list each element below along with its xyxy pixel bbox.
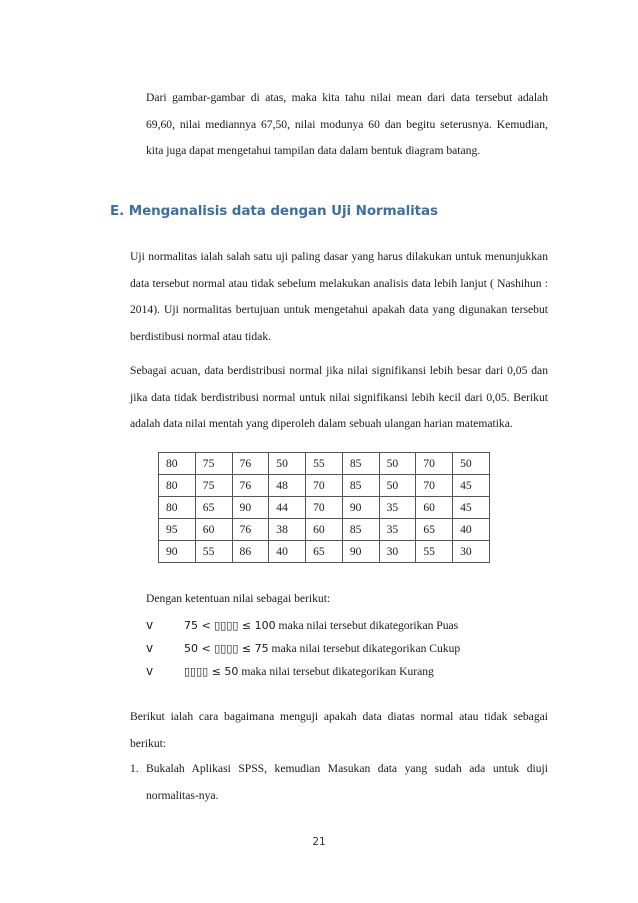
table-row: [159, 497, 490, 519]
table-cell: 30: [453, 541, 490, 563]
table-cell: 90: [159, 541, 196, 563]
table-cell: 80: [159, 475, 196, 497]
table-cell: 60: [306, 519, 343, 541]
bullet-marker: v: [146, 664, 154, 678]
table-cell: 40: [269, 541, 306, 563]
table-cell: 70: [306, 475, 343, 497]
table-cell: 65: [195, 497, 232, 519]
table-cell: 86: [232, 541, 269, 563]
table-cell: 75: [195, 475, 232, 497]
table-cell: 50: [269, 453, 306, 475]
step-item-1: [130, 756, 548, 809]
criteria-formula: ▯▯▯▯ ≤ 50: [184, 665, 239, 678]
criteria-item-puas: [146, 615, 458, 635]
table-cell: 50: [453, 453, 490, 475]
table-cell: 38: [269, 519, 306, 541]
criteria-text: maka nilai tersebut dikategorikan Kurang: [241, 665, 434, 678]
table-cell: 65: [306, 541, 343, 563]
paragraph-steps-intro: Berikut ialah cara bagaimana menguji apakah data diatas normal atau tidak sebagai berikut:: [130, 710, 548, 750]
table-cell: 80: [159, 453, 196, 475]
criteria-item-cukup: [146, 638, 460, 658]
table-row: [159, 453, 490, 475]
criteria-formula: 75 < ▯▯▯▯ ≤ 100: [184, 619, 276, 632]
page-number: 21: [312, 836, 326, 848]
raw-score-table: [158, 452, 490, 563]
table-cell: 60: [195, 519, 232, 541]
criteria-formula: 50 < ▯▯▯▯ ≤ 75: [184, 642, 269, 655]
table-row: [159, 541, 490, 563]
table-cell: 70: [416, 475, 453, 497]
table-cell: 55: [306, 453, 343, 475]
table-cell: 76: [232, 453, 269, 475]
table-cell: 55: [195, 541, 232, 563]
bullet-marker: v: [146, 618, 154, 632]
paragraph-criteria-reference: Sebagai acuan, data berdistribusi normal jika nilai signifikansi lebih besar dari 0,05 dan jika data tidak berdistribusi normal untuk nilai signifikansi lebih kecil dari 0,05. Berikut adalah data nilai mentah yang diperoleh dalam sebuah ulangan harian matematika.: [130, 364, 548, 431]
table-cell: 95: [159, 519, 196, 541]
table-cell: 85: [342, 475, 379, 497]
step-text: Bukalah Aplikasi SPSS, kemudian Masukan data yang sudah ada untuk diuji normalitas-nya.: [146, 762, 548, 802]
table-cell: 35: [379, 497, 416, 519]
table-cell: 48: [269, 475, 306, 497]
table-cell: 40: [453, 519, 490, 541]
table-cell: 76: [232, 519, 269, 541]
table-cell: 50: [379, 453, 416, 475]
table-cell: 85: [342, 453, 379, 475]
table-row: [159, 475, 490, 497]
table-cell: 45: [453, 497, 490, 519]
table-cell: 76: [232, 475, 269, 497]
table-cell: 75: [195, 453, 232, 475]
table-cell: 60: [416, 497, 453, 519]
criteria-text: maka nilai tersebut dikategorikan Cukup: [271, 642, 461, 655]
table-cell: 70: [306, 497, 343, 519]
table-cell: 55: [416, 541, 453, 563]
table-cell: 80: [159, 497, 196, 519]
table-cell: 90: [342, 497, 379, 519]
table-cell: 45: [453, 475, 490, 497]
section-heading: E. Menganalisis data dengan Uji Normalitas: [110, 203, 438, 219]
table-cell: 90: [342, 541, 379, 563]
table-cell: 70: [416, 453, 453, 475]
table-cell: 44: [269, 497, 306, 519]
bullet-marker: v: [146, 641, 154, 655]
table-cell: 30: [379, 541, 416, 563]
paragraph-definition: Uji normalitas ialah salah satu uji paling dasar yang harus dilakukan untuk menunjukkan data tersebut normal atau tidak sebelum melakukan analisis data lebih lanjut ( Nashihun : 2014). Uji normalitas bertujuan untuk mengetahui apakah data yang digunakan tersebut berdistibusi normal atau tidak.: [130, 250, 548, 343]
table-cell: 35: [379, 519, 416, 541]
table-cell: 50: [379, 475, 416, 497]
step-number: 1.: [130, 762, 139, 775]
intro-paragraph: Dari gambar-gambar di atas, maka kita tahu nilai mean dari data tersebut adalah 69,60, nilai mediannya 67,50, nilai modunya 60 dan begitu seterusnya. Kemudian, kita juga dapat mengetahui tampilan data dalam bentuk diagram batang.: [146, 91, 548, 158]
table-cell: 85: [342, 519, 379, 541]
criteria-text: maka nilai tersebut dikategorikan Puas: [278, 619, 459, 632]
table-cell: 65: [416, 519, 453, 541]
table-row: [159, 519, 490, 541]
table-cell: 90: [232, 497, 269, 519]
criteria-intro: Dengan ketentuan nilai sebagai berikut:: [146, 592, 331, 605]
criteria-item-kurang: [146, 661, 434, 681]
